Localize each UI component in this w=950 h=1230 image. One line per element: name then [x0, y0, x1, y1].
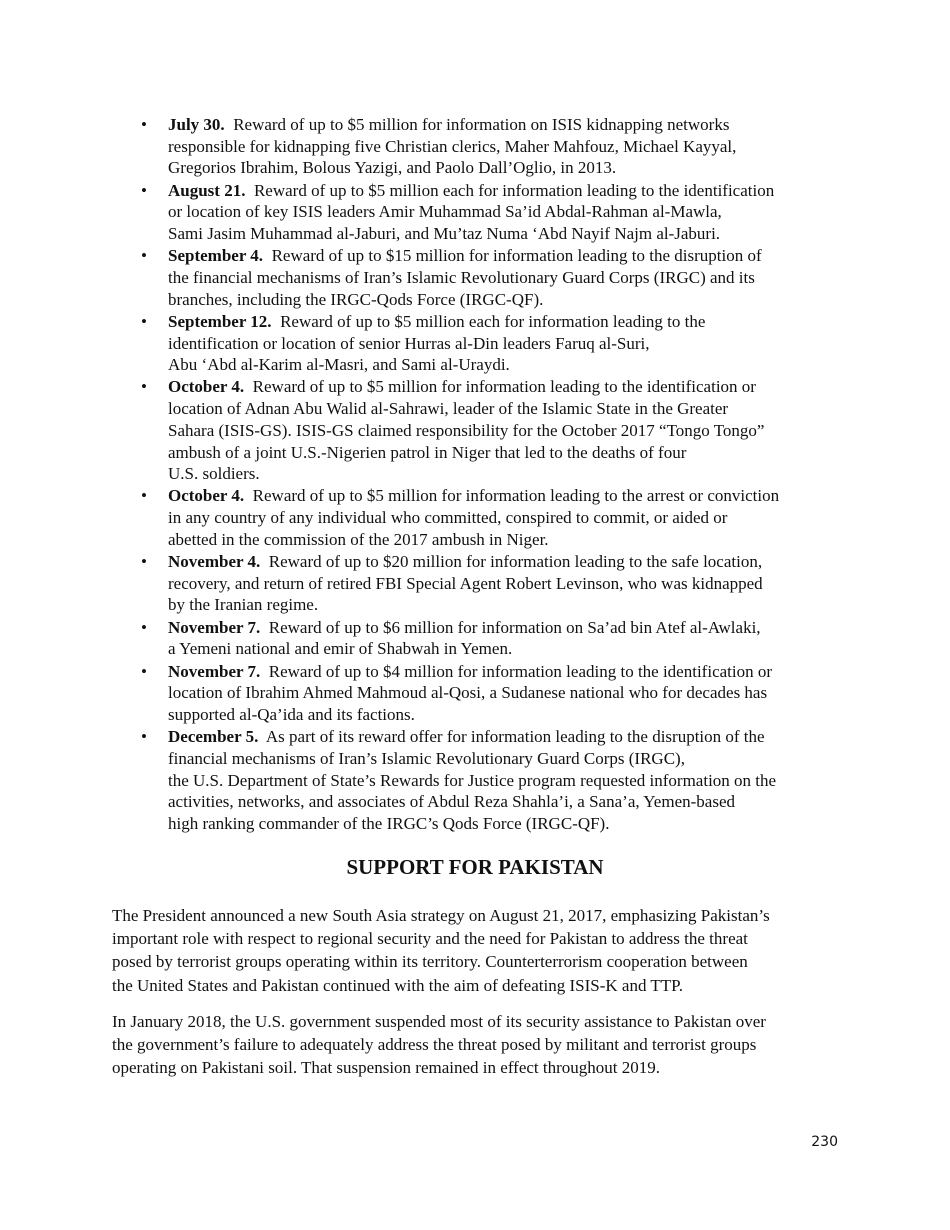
- rewards-bullet-list: [141, 114, 858, 835]
- bullet-line: Sami Jasim Muhammad al-Jaburi, and Mu’taz Numa ‘Abd Nayif Najm al-Jaburi.: [168, 224, 721, 244]
- bullet-line: Abu ‘Abd al-Karim al-Masri, and Sami al-Uraydi.: [168, 355, 510, 375]
- bullet-line: branches, including the IRGC-Qods Force (IRGC-QF).: [168, 289, 544, 309]
- bullet-line: [168, 180, 858, 202]
- reward-bullet-item: [141, 617, 858, 660]
- bullet-line: activities, networks, and associates of Abdul Reza Shahla’i, a Sana’a, Yemen-based: [168, 792, 735, 812]
- bullet-dot-icon: •: [141, 661, 147, 681]
- bullet-dot-icon: •: [141, 552, 147, 572]
- paragraph-line: posed by terrorist groups operating within its territory. Counterterrorism cooperation between: [112, 952, 748, 972]
- bullet-date: November 7.: [168, 617, 261, 637]
- bullet-line: in any country of any individual who committed, conspired to commit, or aided or: [168, 508, 728, 528]
- bullet-dot-icon: •: [141, 617, 147, 637]
- bullet-text: Reward of up to $5 million for information on ISIS kidnapping networks: [233, 115, 730, 134]
- bullet-line: [168, 726, 858, 748]
- paragraph-line: operating on Pakistani soil. That suspension remained in effect throughout 2019.: [112, 1058, 661, 1078]
- bullet-line: or location of key ISIS leaders Amir Muhammad Sa’id Abdal-Rahman al-Mawla,: [168, 202, 722, 222]
- bullet-line: [168, 661, 858, 683]
- bullet-line: by the Iranian regime.: [168, 595, 319, 615]
- paragraph-line: the government’s failure to adequately address the threat posed by militant and terrorist groups: [112, 1035, 757, 1055]
- bullet-line: Gregorios Ibrahim, Bolous Yazigi, and Paolo Dall’Oglio, in 2013.: [168, 158, 617, 178]
- paragraph-line: In January 2018, the U.S. government suspended most of its security assistance to Pakistan over: [112, 1012, 766, 1031]
- bullet-line: [168, 311, 858, 333]
- paragraph-line: The President announced a new South Asia strategy on August 21, 2017, emphasizing Pakistan’s: [112, 906, 770, 925]
- bullet-dot-icon: •: [141, 115, 147, 134]
- bullet-text: Reward of up to $5 million each for information leading to the identification: [253, 180, 775, 200]
- paragraph-line: important role with respect to regional security and the need for Pakistan to address the threat: [112, 929, 748, 949]
- reward-bullet-item: [141, 376, 858, 485]
- bullet-line: ambush of a joint U.S.-Nigerien patrol in Niger that led to the deaths of four: [168, 442, 687, 462]
- bullet-text: Reward of up to $6 million for information on Sa’ad bin Atef al-Awlaki,: [268, 617, 761, 637]
- bullet-dot-icon: •: [141, 377, 147, 397]
- bullet-line: [168, 245, 858, 267]
- bullet-line: [168, 551, 858, 573]
- bullet-date: November 7.: [168, 661, 261, 681]
- bullet-line: abetted in the commission of the 2017 ambush in Niger.: [168, 529, 549, 549]
- section-heading: SUPPORT FOR PAKISTAN: [346, 855, 604, 879]
- bullet-text: Reward of up to $15 million for information leading to the disruption of: [271, 246, 762, 266]
- reward-bullet-item: [141, 726, 858, 835]
- bullet-dot-icon: •: [141, 246, 147, 266]
- bullet-text: As part of its reward offer for information leading to the disruption of the: [265, 727, 765, 747]
- bullet-dot-icon: •: [141, 486, 147, 506]
- bullet-dot-icon: •: [141, 727, 147, 747]
- bullet-line: [168, 376, 858, 398]
- page-number: 230: [811, 1134, 838, 1150]
- bullet-line: identification or location of senior Hurras al-Din leaders Faruq al-Suri,: [168, 333, 650, 353]
- reward-bullet-item: [141, 661, 858, 726]
- bullet-line: responsible for kidnapping five Christian clerics, Maher Mahfouz, Michael Kayyal,: [168, 136, 737, 156]
- bullet-line: supported al-Qa’ida and its factions.: [168, 704, 415, 724]
- bullet-text: Reward of up to $5 million for information leading to the identification or: [252, 377, 756, 397]
- bullet-date: December 5.: [168, 727, 259, 747]
- bullet-date: November 4.: [168, 552, 261, 572]
- bullet-text: Reward of up to $20 million for information leading to the safe location,: [268, 552, 763, 572]
- bullet-text: Reward of up to $5 million for information leading to the arrest or conviction: [252, 486, 780, 506]
- bullet-text: Reward of up to $5 million each for information leading to the: [280, 311, 706, 331]
- bullet-dot-icon: •: [141, 311, 147, 331]
- reward-bullet-item: [141, 180, 858, 245]
- bullet-line: location of Adnan Abu Walid al-Sahrawi, leader of the Islamic State in the Greater: [168, 399, 729, 419]
- bullet-line: the financial mechanisms of Iran’s Islamic Revolutionary Guard Corps (IRGC) and its: [168, 267, 755, 287]
- bullet-line: location of Ibrahim Ahmed Mahmoud al-Qosi, a Sudanese national who for decades has: [168, 683, 768, 703]
- bullet-line: the U.S. Department of State’s Rewards for Justice program requested information on the: [168, 770, 777, 790]
- bullet-date: September 12.: [168, 311, 272, 331]
- paragraph-line: the United States and Pakistan continued with the aim of defeating ISIS-K and TTP.: [112, 975, 683, 995]
- reward-bullet-item: [141, 114, 858, 179]
- bullet-line: U.S. soldiers.: [168, 464, 260, 484]
- bullet-date: October 4.: [168, 377, 245, 397]
- reward-bullet-item: [141, 311, 858, 376]
- reward-bullet-item: [141, 485, 858, 550]
- bullet-date: September 4.: [168, 246, 264, 266]
- bullet-line: Sahara (ISIS-GS). ISIS-GS claimed responsibility for the October 2017 “Tongo Tongo”: [168, 420, 765, 440]
- bullet-line: high ranking commander of the IRGC’s Qods Force (IRGC-QF).: [168, 814, 610, 833]
- reward-bullet-item: [141, 245, 858, 310]
- bullet-line: [168, 617, 858, 639]
- bullet-dot-icon: •: [141, 180, 147, 200]
- body-paragraph: [112, 904, 852, 997]
- bullet-line: [168, 485, 858, 507]
- bullet-text: Reward of up to $4 million for information leading to the identification or: [268, 661, 773, 681]
- bullet-date: August 21.: [168, 180, 246, 200]
- bullet-line: [168, 114, 858, 136]
- bullet-line: a Yemeni national and emir of Shabwah in Yemen.: [168, 639, 513, 659]
- body-paragraph: [112, 1010, 852, 1080]
- bullet-date: July 30.: [168, 115, 225, 134]
- bullet-date: October 4.: [168, 486, 245, 506]
- bullet-line: financial mechanisms of Iran’s Islamic Revolutionary Guard Corps (IRGC),: [168, 748, 685, 768]
- bullet-line: recovery, and return of retired FBI Special Agent Robert Levinson, who was kidnapped: [168, 573, 763, 593]
- reward-bullet-item: [141, 551, 858, 616]
